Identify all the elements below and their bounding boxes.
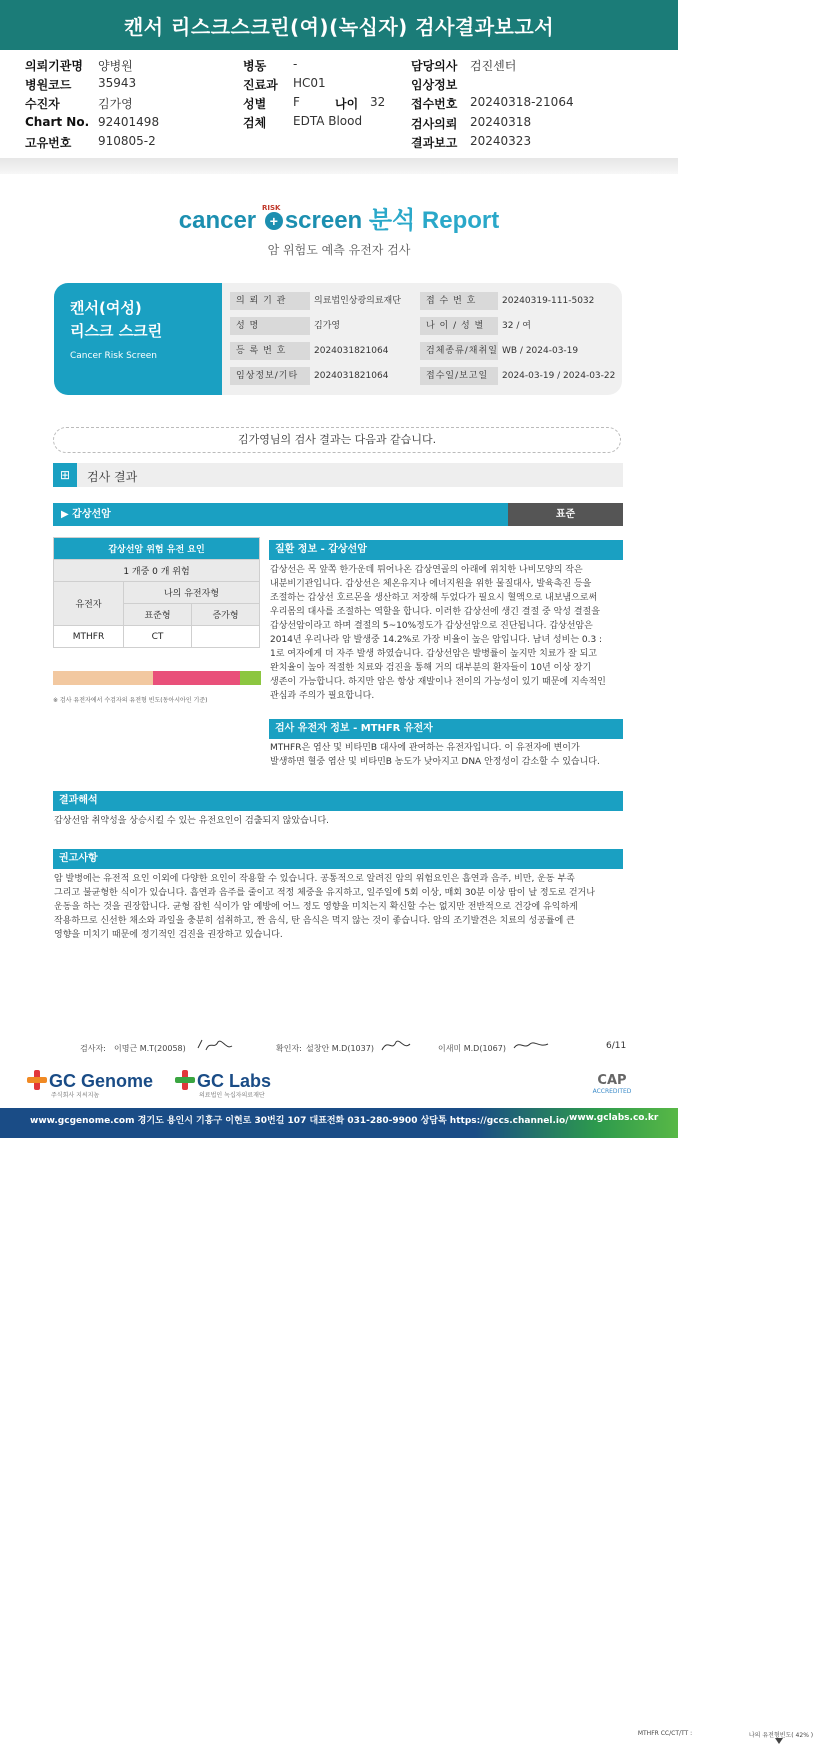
brand-wordmark <box>0 200 678 235</box>
meter-segment <box>53 671 153 685</box>
frequency-marker-icon <box>775 1738 783 1744</box>
hdr-key: 결과보고 <box>411 136 458 150</box>
hdr-value: F <box>293 95 300 109</box>
gene-info-text <box>270 741 624 769</box>
hdr-value: 20240323 <box>470 134 532 148</box>
card-value: 20240319-111-5032 <box>502 296 595 306</box>
gcgenome-name: GC Genome <box>49 1071 154 1091</box>
card-title-en: Cancer Risk Screen <box>70 351 158 361</box>
page-number: 6/11 <box>606 1041 627 1051</box>
disease-info-line: 완치율이 높아 적절한 치료와 검진을 통해 거의 대부분의 환자들이 10년 이상 장기 <box>270 663 592 673</box>
hdr-key: 검사의뢰 <box>411 117 458 131</box>
gene-info-line: 발생하면 혈중 엽산 및 비타민B 농도가 낮아지고 DNA 안정성이 감소할 수 있습니다. <box>270 757 600 767</box>
status-badge: 표준 <box>508 503 623 526</box>
disease-info-line: 조절하는 갑상선 호르몬을 생산하고 저장해 두었다가 필요시 혈액으로 내보냄으로써 <box>270 593 598 603</box>
hdr-age-key: 나이 <box>335 97 359 111</box>
genotype-increased <box>192 626 260 648</box>
examiner-name: 이명근 M.T(20058) <box>114 1044 186 1053</box>
examiner-signature <box>196 1036 236 1054</box>
footer-bar <box>0 1108 678 1138</box>
confirmer-signature-1 <box>380 1036 416 1054</box>
meter-label: MTHFR CC/CT/TT : <box>637 1730 693 1737</box>
hdr-value: 양병원 <box>98 59 133 73</box>
disease-info-line: 내분비기관입니다. 갑상선은 체온유지나 에너지원을 위한 물질대사, 발육촉진 등을 <box>270 579 592 589</box>
gclabs-name: GC Labs <box>197 1071 272 1091</box>
card-title-1: 캔서(여성) <box>70 299 142 317</box>
advice-line: 운동을 하는 것을 권장합니다. 균형 잡힌 식이가 암 예방에 어느 정도 영향을 미치는지 확신할 수는 없지만 전반적으로 건강에 유익하게 <box>54 902 578 912</box>
card-label: 접수일/보고일 <box>420 367 498 385</box>
gcgenome-logo <box>27 1070 153 1099</box>
gclabs-logo <box>175 1070 271 1099</box>
report-logo <box>0 200 678 258</box>
hdr-value: 검진센터 <box>470 59 517 73</box>
plus-icon: + <box>265 212 283 230</box>
gene-info-title: 검사 유전자 정보 - MTHFR 유전자 <box>269 719 623 739</box>
disease-info-line: 갑상선은 목 앞쪽 한가운데 튀어나온 갑상연골의 아래에 위치한 나비모양의 작은 <box>270 565 583 575</box>
card-side-panel <box>54 283 222 395</box>
genotype-standard: CT <box>124 626 192 648</box>
gene-risk-table <box>53 537 260 648</box>
card-value: WB / 2024-03-19 <box>502 346 579 356</box>
hdr-value: 20240318-21064 <box>470 95 574 109</box>
hdr-value: 35943 <box>98 76 137 90</box>
card-value: 김가영 <box>314 321 341 331</box>
disease-info-title: 질환 정보 - 갑상선암 <box>269 540 623 560</box>
card-label: 나 이 / 성 별 <box>420 317 498 335</box>
cross-logo-icon <box>175 1070 195 1090</box>
meter-caption <box>635 1730 813 1742</box>
advice-text <box>54 872 622 942</box>
confirmer-signature-2 <box>512 1038 550 1052</box>
gclabs-subtitle: 의료법인 녹십자의료재단 <box>199 1092 265 1099</box>
category-name: ▶ 갑상선암 <box>53 503 508 526</box>
section-header-results <box>53 463 623 487</box>
table-title: 갑상선암 위험 유전 요인 <box>54 538 260 560</box>
disease-info-line: 1로 여자에게 더 자주 발생 하였습니다. 갑상선암은 발병률이 높지만 치료가 잘 되고 <box>270 649 597 659</box>
interpretation-text: 갑상선암 취약성을 상승시킬 수 있는 유전요인이 검출되지 않았습니다. <box>54 816 330 826</box>
brand-subtitle: 암 위험도 예측 유전자 검사 <box>267 243 411 257</box>
card-label: 접 수 번 호 <box>420 292 498 310</box>
hdr-value: 92401498 <box>98 115 160 129</box>
hdr-value: HC01 <box>293 76 326 90</box>
advice-line: 영향을 미치기 때문에 정기적인 검진을 권장하고 있습니다. <box>54 930 283 940</box>
meter-segment <box>153 671 240 685</box>
card-label: 검체종류/채취일 <box>420 342 498 360</box>
meter-bar <box>53 671 261 685</box>
hdr-key: 접수번호 <box>411 97 458 111</box>
col-gene: 유전자 <box>54 582 124 626</box>
disease-info-line: 우리몸의 대사를 조절하는 역할을 합니다. 이러한 갑상선에 생긴 결절 중 악성 결절을 <box>270 607 600 617</box>
disease-info-line: 갑상선암이라고 하며 결절의 5~10%정도가 갑상선암으로 진단됩니다. 갑상선암은 <box>270 621 593 631</box>
disease-info-line: 관심과 주의가 필요합니다. <box>270 691 375 701</box>
hdr-key: 성별 <box>243 97 267 111</box>
confirmer-label: 확인자: <box>276 1044 302 1053</box>
gcgenome-subtitle: 주식회사 지씨지놈 <box>51 1092 100 1099</box>
hdr-key: Chart No. <box>25 115 90 129</box>
hdr-key: 고유번호 <box>25 136 72 150</box>
card-value: 2024031821064 <box>314 371 389 381</box>
hdr-key: 수진자 <box>25 97 60 111</box>
confirmer-name-1: 설창안 M.D(1037) <box>306 1044 374 1053</box>
cap-subtitle: ACCREDITED <box>592 1088 632 1095</box>
hdr-key: 진료과 <box>243 78 278 92</box>
card-value: 32 / 여 <box>502 321 531 331</box>
card-title-2: 리스크 스크린 <box>70 322 163 340</box>
brand-report: 분석 Report <box>368 207 500 234</box>
disease-info-line: 생존이 가능합니다. 하지만 암은 항상 재발이나 전이의 가능성이 있기 때문에 지속적인 <box>270 677 606 687</box>
col-my-genotype: 나의 유전자형 <box>124 582 260 604</box>
hdr-key: 검체 <box>243 116 267 130</box>
hdr-key: 병동 <box>243 59 267 73</box>
disease-info-text <box>270 563 624 703</box>
hdr-key: 병원코드 <box>25 78 72 92</box>
card-label: 성 명 <box>230 317 310 335</box>
brand-cancer: cancer <box>178 207 257 234</box>
risk-count: 1 개중 0 개 위험 <box>54 560 260 582</box>
card-label: 의 뢰 기 관 <box>230 292 310 310</box>
interpretation-title: 결과해석 <box>53 791 623 811</box>
gene-category-bar <box>53 503 623 526</box>
hdr-value: EDTA Blood <box>293 114 363 128</box>
cap-title: CAP <box>597 1073 627 1088</box>
cross-logo-icon <box>27 1070 47 1090</box>
gene-name: MTHFR <box>54 626 124 648</box>
advice-title: 권고사항 <box>53 849 623 869</box>
advice-line: 작용하므로 신선한 채소와 과일을 충분히 섭취하고, 짠 음식, 탄 음식은 먹지 않는 것이 좋습니다. 암의 조기발견은 치료의 성공률에 큰 <box>54 916 575 926</box>
brand-screen: screen <box>284 207 363 234</box>
hdr-value: 김가영 <box>98 97 133 111</box>
hdr-value: 20240318 <box>470 115 532 129</box>
disease-info-line: 2014년 우리나라 암 발생중 14.2%로 가장 비율이 높은 암입니다. 남녀 성비는 0.3 : <box>270 635 603 645</box>
meter-my-frequency: 나의 유전형빈도( 42% ) <box>748 1732 813 1739</box>
card-value: 의료법인상광의료재단 <box>314 296 401 306</box>
meter-segment <box>240 671 261 685</box>
section-title: 검사 결과 <box>87 470 138 484</box>
greeting-banner: 김가영님의 검사 결과는 다음과 같습니다. <box>53 427 621 453</box>
hdr-key: 의뢰기관명 <box>25 59 83 73</box>
cap-accreditation-logo <box>582 1073 642 1095</box>
hdr-key: 임상정보 <box>411 78 458 92</box>
report-title: 캔서 리스크스크린(여)(녹십자) 검사결과보고서 <box>123 14 555 39</box>
col-standard: 표준형 <box>124 604 192 626</box>
confirmer-name-2: 이새미 M.D(1067) <box>438 1044 506 1053</box>
advice-line: 그리고 불균형한 식이가 있습니다. 흡연과 음주를 줄이고 적정 체중을 유지하고, 일주일에 5회 이상, 매회 30분 이상 땀이 날 정도로 걷거나 <box>54 888 595 898</box>
col-increased: 증가형 <box>192 604 260 626</box>
examiner-label: 검사자: <box>80 1044 106 1053</box>
footer-address: www.gcgenome.com 경기도 용인시 기흥구 이현로 30번길 107 대표전화 031-280-9900 상담톡 https://gccs.channel.io/ <box>30 1116 569 1126</box>
hdr-value: - <box>293 57 298 71</box>
card-label: 임상정보/기타 <box>230 367 310 385</box>
patient-header <box>0 50 678 156</box>
meter-note: ※ 검사 유전자에서 수검자의 유전형 빈도(동아시아인 기준) <box>53 697 208 704</box>
advice-line: 암 발병에는 유전적 요인 이외에 다양한 요인이 작용할 수 있습니다. 공통적으로 알려진 암의 위험요인은 흡연과 음주, 비만, 운동 부족 <box>54 874 575 884</box>
card-label: 등 록 번 호 <box>230 342 310 360</box>
patient-info-card <box>54 283 622 395</box>
folder-plus-icon: ⊞ <box>53 463 77 487</box>
hdr-age-value: 32 <box>370 95 386 109</box>
brand-risk-tag: RISK <box>262 204 281 212</box>
card-value: 2024031821064 <box>314 346 389 356</box>
report-title-bar <box>0 0 678 50</box>
hdr-value: 910805-2 <box>98 134 156 148</box>
gene-info-line: MTHFR은 엽산 및 비타민B 대사에 관여하는 유전자입니다. 이 유전자에 변이가 <box>270 743 580 753</box>
divider-band <box>0 158 678 174</box>
footer-site-link[interactable]: www.gclabs.co.kr <box>569 1113 659 1123</box>
card-value: 2024-03-19 / 2024-03-22 <box>502 371 616 381</box>
hdr-key: 담당의사 <box>411 59 458 73</box>
